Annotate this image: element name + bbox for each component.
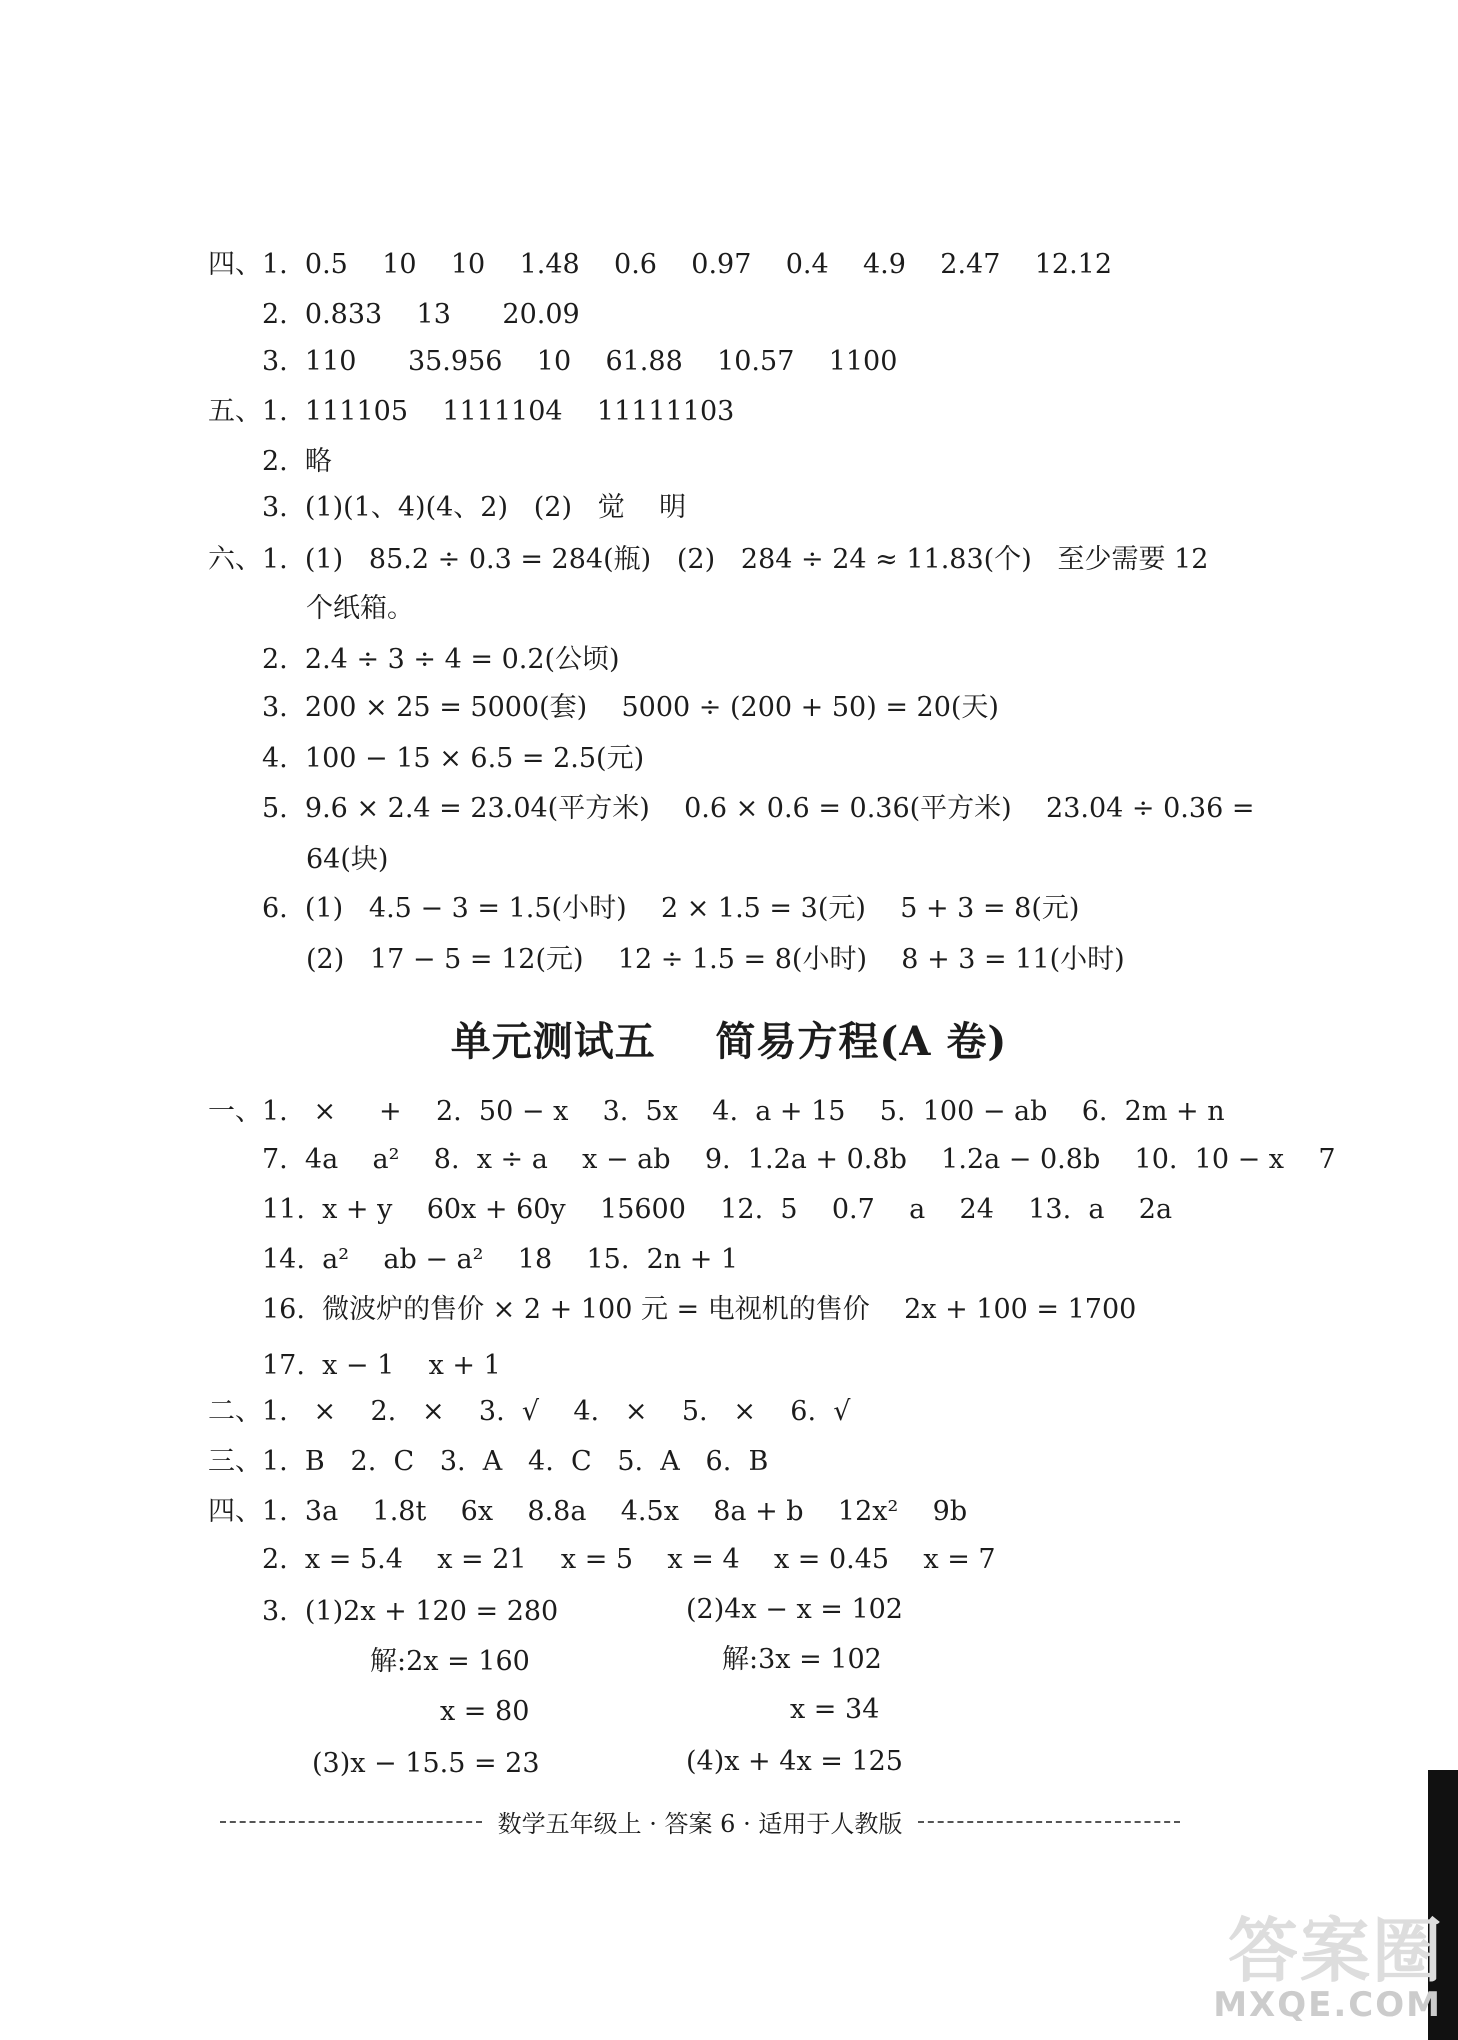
answer-line-a4-2: 2. x = 5.4 x = 21 x = 5 x = 4 x = 0.45 x = 7	[262, 1544, 996, 1575]
answer-line-a1-1: 一、1. × + 2. 50 − x 3. 5x 4. a + 15 5. 100 − ab 6. 2m + n	[208, 1096, 1225, 1127]
answer-line-a1-11: 11. x + y 60x + 60y 15600 12. 5 0.7 a 24 13. a 2a	[262, 1194, 1173, 1225]
answer-line-6-6: 6. (1) 4.5 − 3 = 1.5(小时) 2 × 1.5 = 3(元) 5 + 3 = 8(元)	[262, 893, 1080, 924]
answer-line-a4-3-3: 解:2x = 160	[370, 1646, 530, 1677]
watermark-logo: 答案圈	[1228, 1910, 1444, 1992]
answer-line-6-1: 六、1. (1) 85.2 ÷ 0.3 = 284(瓶) (2) 284 ÷ 24 ≈ 11.83(个) 至少需要 12	[208, 544, 1209, 575]
answer-line-a4-3-4: 解:3x = 102	[722, 1644, 882, 1675]
page-footer	[220, 1804, 1180, 1839]
footer-divider-right	[918, 1821, 1180, 1823]
answer-line-a1-17: 17. x − 1 x + 1	[262, 1350, 501, 1381]
answer-line-a4-3-1: 3. (1)2x + 120 = 280	[262, 1596, 559, 1627]
answer-line-4-1: 四、1. 0.5 10 10 1.48 0.6 0.97 0.4 4.9 2.47 12.12	[208, 249, 1113, 280]
answer-line-6-3: 3. 200 × 25 = 5000(套) 5000 ÷ (200 + 50) = 20(天)	[262, 692, 999, 723]
answer-line-6-2: 2. 2.4 ÷ 3 ÷ 4 = 0.2(公顷)	[262, 644, 620, 675]
answer-line-5-3: 3. (1)(1、4)(4、2) (2) 觉 明	[262, 492, 687, 523]
answer-line-a1-16: 16. 微波炉的售价 × 2 + 100 元 = 电视机的售价 2x + 100 = 1700	[262, 1294, 1137, 1325]
watermark-url: MXQE.COM	[1213, 1985, 1442, 2025]
answer-line-a2: 二、1. × 2. × 3. √ 4. × 5. × 6. √	[208, 1396, 851, 1427]
answer-line-6-6-cont: (2) 17 − 5 = 12(元) 12 ÷ 1.5 = 8(小时) 8 + 3 = 11(小时)	[306, 944, 1125, 975]
answer-line-a1-7: 7. 4a a² 8. x ÷ a x − ab 9. 1.2a + 0.8b 1.2a − 0.8b 10. 10 − x 7	[262, 1144, 1336, 1175]
answer-line-a4-3-7: (3)x − 15.5 = 23	[312, 1748, 540, 1779]
footer-divider-left	[220, 1821, 482, 1823]
answer-line-a4-1: 四、1. 3a 1.8t 6x 8.8a 4.5x 8a + b 12x² 9b	[208, 1496, 968, 1527]
footer-text: 数学五年级上 · 答案 6 · 适用于人教版	[497, 1810, 903, 1838]
answer-line-6-5: 5. 9.6 × 2.4 = 23.04(平方米) 0.6 × 0.6 = 0.36(平方米) 23.04 ÷ 0.36 =	[262, 793, 1255, 824]
answer-line-6-1-cont: 个纸箱。	[306, 593, 414, 624]
answer-line-a4-3-5: x = 80	[440, 1696, 530, 1727]
answer-line-a4-3-8: (4)x + 4x = 125	[686, 1746, 903, 1777]
answer-line-6-5-cont: 64(块)	[306, 844, 389, 875]
answer-line-5-2: 2. 略	[262, 446, 332, 477]
answer-line-a3: 三、1. B 2. C 3. A 4. C 5. A 6. B	[208, 1446, 769, 1477]
section-title: 单元测试五 简易方程(A 卷)	[450, 1018, 1008, 1065]
answer-line-a4-3-6: x = 34	[790, 1694, 880, 1725]
answer-line-a1-14: 14. a² ab − a² 18 15. 2n + 1	[262, 1244, 739, 1275]
answer-line-a4-3-2: (2)4x − x = 102	[686, 1594, 903, 1625]
answer-line-4-3: 3. 110 35.956 10 61.88 10.57 1100	[262, 346, 898, 377]
answer-line-6-4: 4. 100 − 15 × 6.5 = 2.5(元)	[262, 743, 645, 774]
answer-line-4-2: 2. 0.833 13 20.09	[262, 299, 580, 330]
answer-line-5-1: 五、1. 111105 1111104 11111103	[208, 396, 735, 427]
